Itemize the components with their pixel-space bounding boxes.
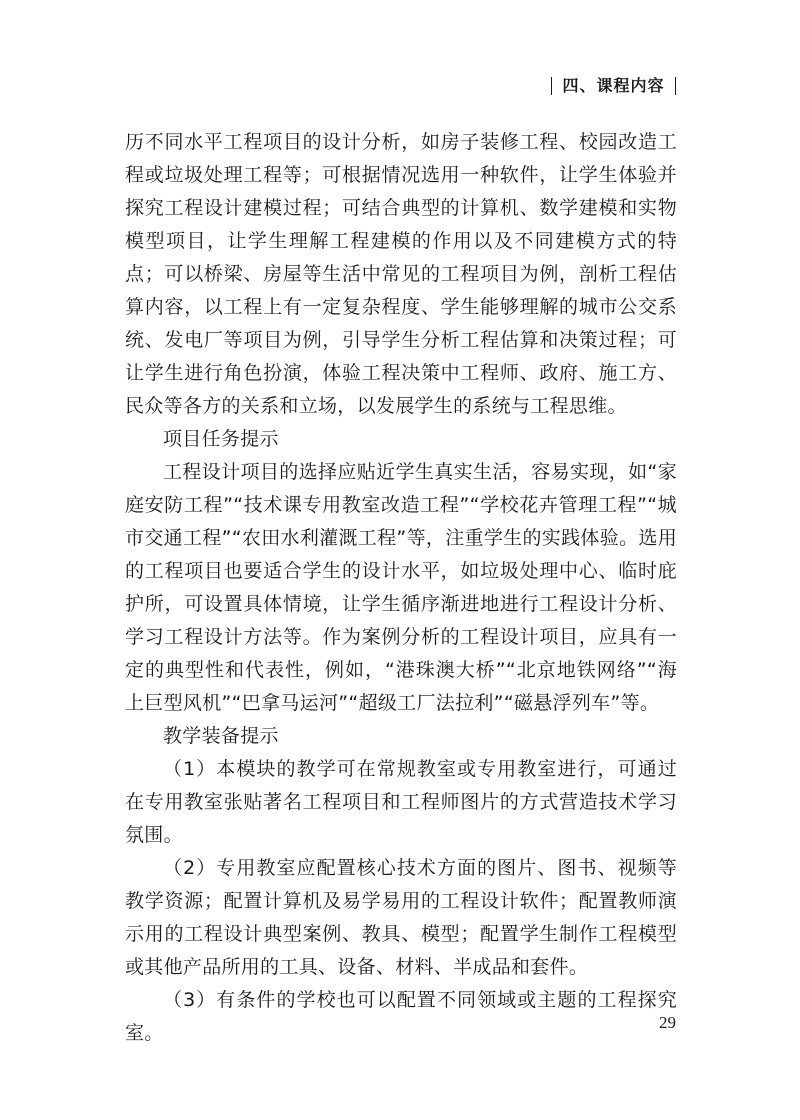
subheading-equipment-tips: 教学装备提示	[163, 725, 279, 747]
paragraph-equipment-3: （3）有条件的学校也可以配置不同领域或主题的工程探究室。	[125, 989, 677, 1044]
paragraph-project-tips: 工程设计项目的选择应贴近学生真实生活，容易实现，如“家庭安防工程”“技术课专用教室改造工程”“学校花卉管理工程”“城市交通工程”“农田水利灌溉工程”等，注重学生的实践体验。选用的工程项目也要适合学生的设计水平，如垃圾处理中心、临时庇护所，可设置具体情境，让学生循序渐进地进行工程设计分析、学习工程设计方法等。作为案例分析的工程设计项目，应具有一定的典型性和代表性，例如，“港珠澳大桥”“北京地铁网络”“海上巨型风机”“巴拿马运河”“超级工厂法拉利”“磁悬浮列车”等。	[125, 461, 677, 714]
page-body	[125, 126, 677, 1050]
paragraph-continued: 历不同水平工程项目的设计分析，如房子装修工程、校园改造工程或垃圾处理工程等；可根据情况选用一种软件，让学生体验并探究工程设计建模过程；可结合典型的计算机、数学建模和实物模型项目，让学生理解工程建模的作用以及不同建模方式的特点；可以桥梁、房屋等生活中常见的工程项目为例，剖析工程估算内容，以工程上有一定复杂程度、学生能够理解的城市公交系统、发电厂等项目为例，引导学生分析工程估算和决策过程；可让学生进行角色扮演，体验工程决策中工程师、政府、施工方、民众等各方的关系和立场，以发展学生的系统与工程思维。	[125, 131, 677, 417]
subheading-project-tips: 项目任务提示	[163, 428, 279, 450]
header-right-bar	[675, 77, 677, 95]
paragraph-equipment-1: （1）本模块的教学可在常规教室或专用教室进行，可通过在专用教室张贴著名工程项目和工程师图片的方式营造技术学习氛围。	[125, 758, 677, 846]
paragraph-equipment-2: （2）专用教室应配置核心技术方面的图片、图书、视频等教学资源；配置计算机及易学易用的工程设计软件；配置教师演示用的工程设计典型案例、教具、模型；配置学生制作工程模型或其他产品所用的工具、设备、材料、半成品和套件。	[125, 857, 677, 978]
running-head	[551, 76, 676, 96]
header-left-bar	[551, 77, 553, 95]
page-number: 29	[659, 1013, 676, 1032]
section-title: 四、课程内容	[562, 76, 665, 95]
